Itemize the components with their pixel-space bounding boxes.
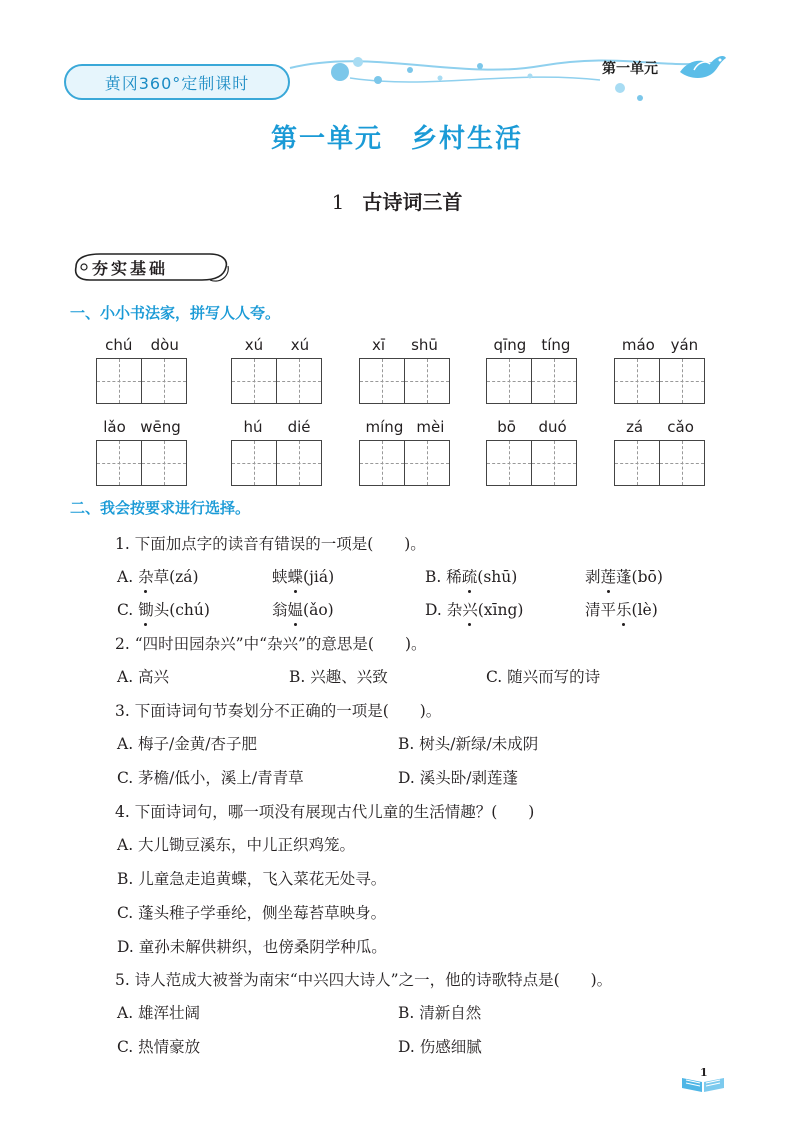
q2-option-b: B. 兴趣、兴致 <box>289 668 388 686</box>
q4-option-c: C. 蓬头稚子学垂纶，侧坐莓苔草映身。 <box>117 904 387 922</box>
writing-box[interactable] <box>532 440 577 486</box>
page-number: 1 <box>700 1066 708 1079</box>
pinyin: yán <box>670 336 699 354</box>
part1-heading: 一、小小书法家，拼写人人夸。 <box>70 304 281 322</box>
q3-option-b: B. 树头/新绿/未成阴 <box>398 735 539 753</box>
q1-c2-text: 翁 <box>272 601 288 619</box>
section-badge <box>70 250 232 284</box>
dotted-char: 乐 <box>616 598 632 620</box>
unit-title: 第一单元 乡村生活 <box>270 124 523 154</box>
q1-option-a <box>117 565 199 587</box>
pinyin: mèi <box>416 418 445 436</box>
dotted-char: 蝶 <box>288 565 304 587</box>
lesson-name: 古诗词三首 <box>362 190 463 214</box>
writing-item <box>614 418 706 486</box>
pinyin: tíng <box>541 336 571 354</box>
question-2: 2. “四时田园杂兴”中“杂兴”的意思是( )。 <box>115 635 427 653</box>
q1-d2-text: (lè) <box>631 601 658 619</box>
writing-box[interactable] <box>405 358 450 404</box>
q1-option-d <box>425 598 523 620</box>
pinyin: hú <box>243 418 263 436</box>
q1-option-c2 <box>272 598 334 620</box>
part2-heading: 二、我会按要求进行选择。 <box>70 499 251 517</box>
lesson-number: 1 <box>331 190 345 214</box>
pinyin: bō <box>497 418 516 436</box>
q1-b2-text: 剥 <box>585 568 601 586</box>
q1-c2-text: (ǎo) <box>303 601 334 619</box>
pinyin: wēng <box>140 418 181 436</box>
writing-box[interactable] <box>660 358 705 404</box>
writing-item <box>231 336 323 404</box>
writing-box[interactable] <box>614 440 660 486</box>
pinyin: qīng <box>493 336 527 354</box>
pinyin: dòu <box>150 336 179 354</box>
q5-option-d: D. 伤感细腻 <box>398 1038 482 1056</box>
q1-d-text: (xīng) <box>477 601 524 619</box>
lesson-title <box>0 186 794 215</box>
q1-b-text: B. 稀 <box>425 568 462 586</box>
question-4: 4. 下面诗词句，哪一项没有展现古代儿童的生活情趣？( ) <box>115 803 535 821</box>
writing-item <box>359 336 451 404</box>
pinyin: chú <box>105 336 133 354</box>
q1-a2-text: 蛱 <box>272 568 288 586</box>
writing-box[interactable] <box>660 440 705 486</box>
pinyin: shū <box>411 336 438 354</box>
q1-d2-text: 清平 <box>585 601 617 619</box>
pinyin: míng <box>365 418 404 436</box>
bird-icon <box>676 50 728 86</box>
pinyin: dié <box>287 418 311 436</box>
q1-d-text: D. 杂 <box>425 601 463 619</box>
q1-b2-text: 蓬(bō) <box>616 568 663 586</box>
writing-box[interactable] <box>231 440 277 486</box>
writing-item <box>231 418 323 486</box>
dotted-char: 杂 <box>138 565 154 587</box>
writing-item <box>96 336 188 404</box>
writing-box[interactable] <box>614 358 660 404</box>
pinyin: cǎo <box>667 418 694 436</box>
writing-item <box>614 336 706 404</box>
writing-box[interactable] <box>405 440 450 486</box>
brand-pill <box>64 64 290 100</box>
writing-box[interactable] <box>142 358 187 404</box>
q1-c-text: 头(chú) <box>153 601 210 619</box>
question-1: 1. 下面加点字的读音有错误的一项是( )。 <box>115 535 426 553</box>
dotted-char: 莲 <box>601 565 617 587</box>
q4-option-b: B. 儿童急走追黄蝶，飞入菜花无处寻。 <box>117 870 387 888</box>
writing-item <box>486 336 578 404</box>
dotted-char: 锄 <box>138 598 154 620</box>
dotted-char: 媪 <box>288 598 304 620</box>
writing-box[interactable] <box>277 358 322 404</box>
writing-item <box>486 418 578 486</box>
writing-box[interactable] <box>359 358 405 404</box>
writing-item <box>96 418 188 486</box>
section-badge-text: 夯实基础 <box>92 259 169 278</box>
q3-option-c: C. 茅檐/低小，溪上/青青草 <box>117 769 304 787</box>
writing-box[interactable] <box>142 440 187 486</box>
writing-box[interactable] <box>96 358 142 404</box>
q1-a-text: 草(zá) <box>153 568 199 586</box>
q5-option-c: C. 热情豪放 <box>117 1038 201 1056</box>
q1-b-text: (shū) <box>477 568 518 586</box>
q4-option-d: D. 童孙未解供耕织，也傍桑阴学种瓜。 <box>117 938 387 956</box>
pinyin: xī <box>372 336 386 354</box>
q3-option-d: D. 溪头卧/剥莲蓬 <box>398 769 518 787</box>
q2-option-c: C. 随兴而写的诗 <box>486 668 601 686</box>
writing-box[interactable] <box>277 440 322 486</box>
q3-option-a: A. 梅子/金黄/杏子肥 <box>117 735 257 753</box>
writing-box[interactable] <box>486 440 532 486</box>
question-5: 5. 诗人范成大被誉为南宋“中兴四大诗人”之一，他的诗歌特点是( )。 <box>115 971 613 989</box>
writing-item <box>359 418 451 486</box>
q1-a-text: A. <box>117 568 139 586</box>
q1-option-b <box>425 565 517 587</box>
header-wave-decoration <box>280 40 740 110</box>
question-3: 3. 下面诗词句节奏划分不正确的一项是( )。 <box>115 702 442 720</box>
pinyin: zá <box>626 418 644 436</box>
header-unit-label: 第一单元 <box>602 61 658 77</box>
q1-option-a2 <box>272 565 334 587</box>
q1-option-b2 <box>585 565 663 587</box>
dotted-char: 兴 <box>462 598 478 620</box>
q2-option-a: A. 高兴 <box>117 668 170 686</box>
q4-option-a: A. 大儿锄豆溪东，中儿正织鸡笼。 <box>117 836 356 854</box>
q5-option-a: A. 雄浑壮阔 <box>117 1004 201 1022</box>
writing-box[interactable] <box>231 358 277 404</box>
pinyin: xú <box>290 336 310 354</box>
brand-text: 黄冈360°定制课时 <box>104 73 250 93</box>
writing-box[interactable] <box>96 440 142 486</box>
writing-box[interactable] <box>486 358 532 404</box>
pinyin: máo <box>621 336 655 354</box>
writing-box[interactable] <box>359 440 405 486</box>
q5-option-b: B. 清新自然 <box>398 1004 482 1022</box>
pinyin: duó <box>538 418 567 436</box>
dotted-char: 疏 <box>462 565 478 587</box>
pinyin: xú <box>244 336 264 354</box>
writing-box[interactable] <box>532 358 577 404</box>
pinyin: lǎo <box>103 418 126 436</box>
q1-c-text: C. <box>117 601 139 619</box>
q1-a2-text: (jiá) <box>303 568 335 586</box>
q1-option-c <box>117 598 210 620</box>
q1-option-d2 <box>585 598 658 620</box>
